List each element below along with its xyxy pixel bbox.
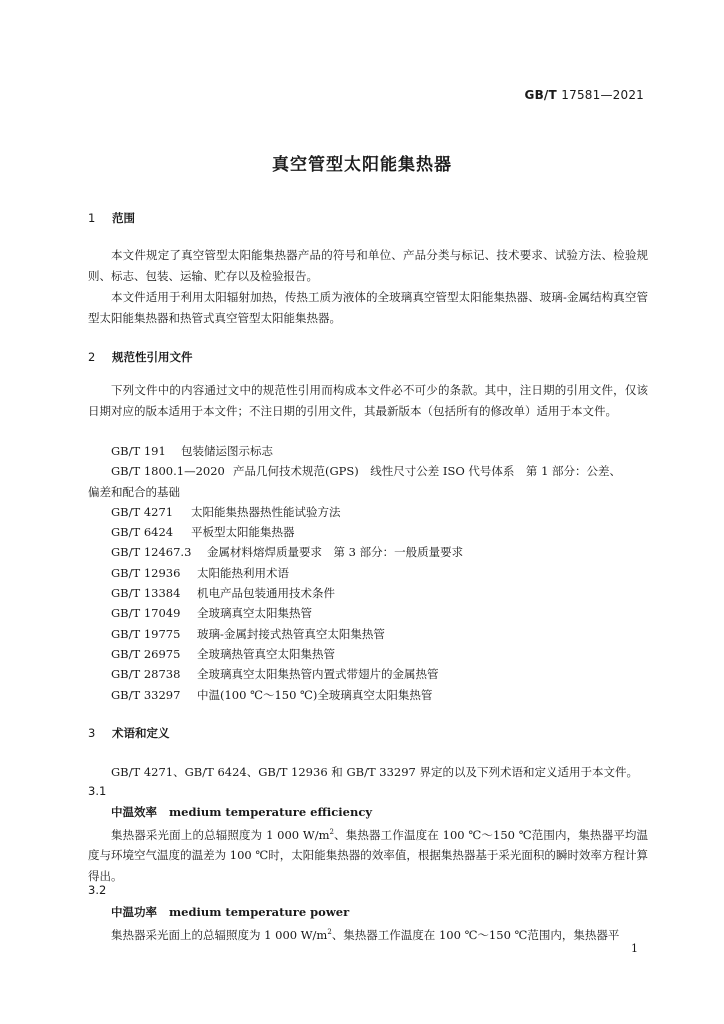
section-title: 规范性引用文件 bbox=[112, 350, 193, 364]
reference-item: GB/T 4271 太阳能集热器热性能试验方法 bbox=[111, 504, 341, 519]
reference-list bbox=[88, 441, 651, 705]
term-name-en: medium temperature efficiency bbox=[169, 805, 373, 819]
scope-paragraph-1: 本文件规定了真空管型太阳能集热器产品的符号和单位、产品分类与标记、技术要求、试验方法、检验规则、标志、包装、运输、贮存以及检验报告。 bbox=[88, 248, 648, 283]
term-definition: 集热器采光面上的总辐照度为 1 000 $W/m^2$、集热器工作温度在 100 ℃～150 ℃范围内，集热器平 bbox=[111, 927, 620, 942]
term-name bbox=[111, 904, 349, 920]
reference-item: GB/T 26975 全玻璃热管真空太阳集热管 bbox=[111, 646, 335, 661]
reference-item: GB/T 12467.3 金属材料熔焊质量要求 第 3 部分：一般质量要求 bbox=[111, 545, 464, 560]
reference-item: GB/T 1800.1—2020 产品几何技术规范(GPS) 线性尺寸公差 ISO 代号体系 第 1 部分：公差、 bbox=[111, 464, 622, 479]
standard-number: 17581—2021 bbox=[561, 88, 644, 102]
references-intro: 下列文件中的内容通过文中的规范性引用而构成本文件必不可少的条款。其中，注日期的引用文件，仅该日期对应的版本适用于本文件；不注日期的引用文件，其最新版本（包括所有的修改单）适用于本文件。 bbox=[88, 383, 648, 418]
term-number: 3.2 bbox=[88, 883, 107, 897]
term-definition: 集热器采光面上的总辐照度为 1 000 $W/m^2$、集热器工作温度在 100 ℃～150 ℃范围内，集热器平均温度与环境空气温度的温差为 100 ℃时，太阳能集热器的效率值，根据集热器基于采光面积的瞬时效率方程计算得出。 bbox=[88, 827, 648, 883]
page-number: 1 bbox=[631, 942, 638, 955]
reference-item: GB/T 19775 玻璃-金属封接式热管真空太阳集热管 bbox=[111, 626, 385, 641]
section-3-heading bbox=[88, 725, 170, 741]
reference-item-continuation: 偏差和配合的基础 bbox=[88, 484, 180, 499]
standard-prefix: GB/T bbox=[524, 88, 557, 102]
section-title: 术语和定义 bbox=[112, 726, 170, 740]
term-name-en: medium temperature power bbox=[169, 905, 350, 919]
scope-paragraph-2: 本文件适用于利用太阳辐射加热，传热工质为液体的全玻璃真空管型太阳能集热器、玻璃-金属结构真空管型太阳能集热器和热管式真空管型太阳能集热器。 bbox=[88, 290, 648, 325]
reference-item: GB/T 13384 机电产品包装通用技术条件 bbox=[111, 586, 335, 601]
reference-item: GB/T 17049 全玻璃真空太阳集热管 bbox=[111, 606, 312, 621]
section-title: 范围 bbox=[112, 211, 136, 225]
standard-code bbox=[525, 88, 644, 102]
document-title: 真空管型太阳能集热器 bbox=[272, 155, 452, 175]
term-name bbox=[111, 804, 372, 820]
term-name-zh: 中温功率 bbox=[111, 905, 157, 919]
reference-item: GB/T 12936 太阳能热利用术语 bbox=[111, 565, 289, 580]
section-1-heading bbox=[88, 210, 135, 226]
reference-item: GB/T 28738 全玻璃真空太阳集热管内置式带翅片的金属热管 bbox=[111, 667, 439, 682]
term-number: 3.1 bbox=[88, 784, 107, 798]
reference-item: GB/T 33297 中温(100 ℃～150 ℃)全玻璃真空太阳集热管 bbox=[111, 687, 433, 702]
section-number: 3 bbox=[88, 726, 96, 740]
reference-item: GB/T 191 包装储运图示标志 bbox=[111, 444, 273, 458]
section-number: 2 bbox=[88, 350, 96, 364]
reference-item: GB/T 6424 平板型太阳能集热器 bbox=[111, 525, 295, 540]
section-2-heading bbox=[88, 349, 193, 365]
section-number: 1 bbox=[88, 211, 96, 225]
terms-intro: GB/T 4271、GB/T 6424、GB/T 12936 和 GB/T 33297 界定的以及下列术语和定义适用于本文件。 bbox=[111, 765, 639, 779]
term-name-zh: 中温效率 bbox=[111, 805, 157, 819]
